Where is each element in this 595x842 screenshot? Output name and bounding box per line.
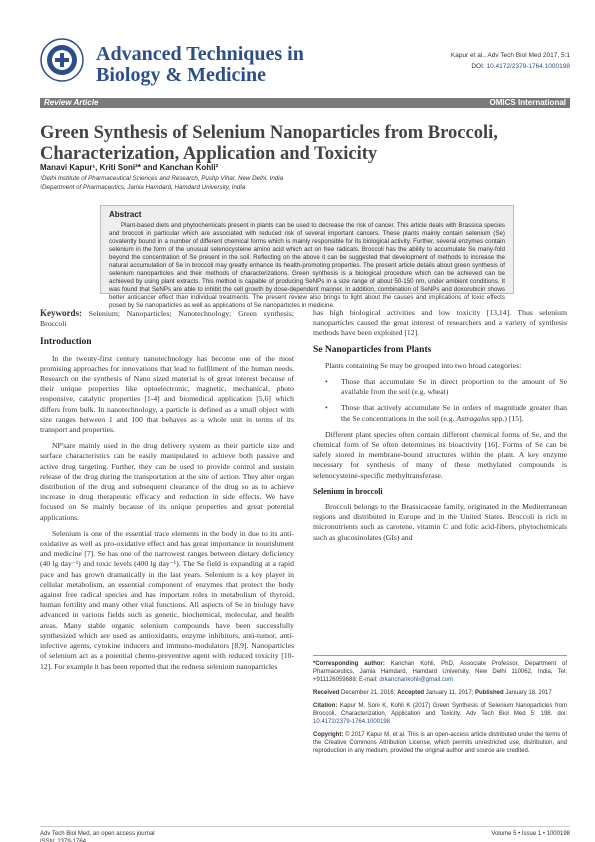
footnote-text: Kanchan Kohli, PhD, Associate Professor, Department of Pharmaceutics, Jamia Hamdard, Hamdard University, New Delhi 110062, India, Tel: +911126059688; E-mail: — [313, 661, 568, 683]
journal-logo-icon — [40, 38, 84, 82]
bullet-list — [313, 377, 567, 424]
email-link[interactable]: drkanchankohli@gmail.com — [379, 677, 454, 683]
dates — [313, 689, 567, 697]
doi-link[interactable]: 10.4172/2379-1764.1000198 — [486, 63, 570, 70]
paragraph: In the twenty-first century nanotechnology has become one of the most promising approaches for innovations that lead to fulfilment of the human needs. Research on the synthesis of Nano sized material is of great interest because of their unique properties like optoelectronic, magnetic, mechanical, photo responsive, catalytic properties [1-4] and biomedical application [5,6] which differs from bulk. In nanotechnology, a particle is defined as a small object with size ranges between 1 and 100 that behaves as a whole unit in terms of its transport and properties. — [40, 353, 294, 435]
footnote-text: Kapur M, Soni K, Kohli K (2017) Green Synthesis of Selenium Nanoparticles from Broccoli, Characterization, Application and Toxicity. Adv Tech Biol Med 5: 198. doi: — [313, 703, 567, 717]
affiliation-2: ²Department of Pharmaceutics, Jamia Hamdard, Hamdard University, India — [40, 184, 246, 191]
keywords-label: Keywords: — [40, 308, 82, 318]
introduction-heading: Introduction — [40, 337, 92, 348]
footnote-label: Received — [313, 690, 340, 696]
article-title: Green Synthesis of Selenium Nanoparticles from Broccoli, Characterization, Application and Toxicity — [40, 123, 498, 164]
left-column — [40, 308, 294, 678]
article-type-bar — [40, 98, 570, 108]
footer-journal: Adv Tech Biol Med, an open access journal — [40, 831, 155, 837]
paragraph: Plants containing Se may be grouped into two broad categories: — [325, 360, 522, 370]
footer-volume: Volume 5 • Issue 1 • 1000198 — [491, 831, 570, 837]
right-column — [313, 308, 567, 549]
keywords-text: Selenium; Nanoparticles; Nanotechnology; Green synthesis; Broccoli — [40, 309, 294, 329]
list-item — [313, 403, 567, 423]
footer-issn: ISSN: 2379-1764 — [40, 839, 87, 842]
paragraph: Different plant species often contain different chemical forms of Se, and the chemical form of Se often determines its bioactivity [16]. Forms of Se can be safely stored in membrane-bound structures within the plant. A key enzyme necessary for synthesis of many of these methylated compounds is selenocysteine-specific methyltransferase. — [313, 429, 567, 480]
footnote-text: December 21, 2016; — [339, 690, 398, 696]
footnote-text: © 2017 Kapur M, et al. This is an open-access article distributed under the terms of the Creative Commons Attribution License, which permits unrestricted use, distribution, and reproduction in any medium, provided the original author and source are credited. — [313, 732, 567, 754]
doi-label: DOI: — [471, 63, 487, 70]
footnote-block — [313, 655, 567, 760]
species-name: Astragalus — [456, 413, 490, 423]
page-footer — [40, 826, 570, 842]
header-citation-block — [451, 50, 570, 72]
abstract-box — [100, 205, 514, 309]
keywords — [40, 308, 294, 329]
paragraph: Selenium is one of the essential trace elements in the body in due to its anti-oxidative as well as pro-oxidative effect and has great importance in nourishment and medicine [7]. Se has one of the narrowest ranges between dietary deficiency (40 lg day⁻¹) and toxic levels (400 lg day⁻¹). The Se field is expanding at a rapid pace and has grown dramatically in the last years. Selenium is a key player in cellular metabolism, an essential component of enzymes that protect the body against free radical species and has important roles in metabolism of thyroid, human fertility and many other vital functions. All aspects of Se in biology have advanced in various fields such as genetic, biochemical, molecular, and health areas. Many stable organic selenium compounds have been successfully synthesized which are used as antioxidants, enzyme inhibitors, anti-tumor, anti-infective agents, cytokine inducers and immuno-modulators [8,9]. Nanoparticles of selenium act as a potential chemo-preventive agent with reduced toxicity [10-12]. For example it has been reported that the redness selenium nanoparticles — [40, 528, 294, 671]
footnote-text: January 11, 2017; — [424, 690, 476, 696]
doi-link[interactable]: 10.4172/2379-1764.1000198 — [313, 719, 391, 725]
footnote-label: *Corresponding author: — [313, 661, 385, 667]
paragraph: has high biological activities and low toxicity [13,14]. Thus selenium nanoparticles caused the great interest of researchers and a variety of synthesis methods have been exploited [12]. — [313, 308, 567, 338]
affiliation-1: ¹Delhi Institute of Pharmaceutical Sciences and Research, Pushp Vihar, New Delhi, India — [40, 175, 284, 182]
corresponding-author — [313, 660, 567, 684]
section-heading: Se Nanoparticles from Plants — [313, 344, 432, 355]
subsection-heading: Selenium in broccoli — [313, 486, 383, 496]
page-header — [40, 38, 570, 92]
list-item-text: spp.) [15]. — [489, 413, 524, 423]
abstract-heading: Abstract — [109, 210, 142, 219]
footnote-label: Published — [475, 690, 504, 696]
footnote-label: Accepted — [397, 690, 425, 696]
list-item-text: Those that actively accumulate Se in orders of magnitude greater than the Se concentrations in the soil (e.g. — [341, 403, 567, 423]
footnote-text: January 18, 2017 — [503, 690, 552, 696]
author-list: Manavi Kapur¹, Kriti Soni²* and Kanchan Kohli² — [40, 163, 219, 172]
citation — [313, 702, 567, 726]
paragraph: Broccoli belongs to the Brassicaceae family, originated in the Mediterranean regions and distributed in Europe and in the United States. Broccoli is rich in micronutrients such as carotene, vitamin C and folic acid-fibers, phytochemicals such as glucosinolates (GIs) and — [313, 502, 567, 542]
journal-title: Advanced Techniques in Biology & Medicine — [96, 43, 304, 86]
footnote-label: Copyright: — [313, 732, 344, 738]
abstract-text: Plant-based diets and phytochemicals present in plants can be used to decrease the risk of cancer. This article deals with Brassica species and broccoli in particular which are associated with reduced risk of several important cancers. These plants mainly contain selenium (Se) covalently bound in a number of different chemical forms which is mainly responsible for its biological activity. Further, several enzymes contain selenium in the form of the unusual selenocysteine amino acid which act on free radicals. Broccoli has the ability to accumulate Se many-fold beyond the concentration of Se present in the soil. Reflecting on the above it can be suggested that development of methods to increase the natural accumulation of Se in broccoli may greatly enhance its health-promoting properties. The present article details about green synthesis of selenium nanoparticles and their methods of characterizations. Green synthesis is a biological procedure which can be achieved can be achieved by using plant extracts. This method is capable of producing SeNPs in a size range of about 50-150 nm, under ambient conditions. It was found that SeNPs are able to inhibit the cell growth by dose-dependent manner. In addition, combination of SeNPs and doxorubicin shows better anticancer effect than individual treatments. The present review also brings to light about the causes and implications of toxic effects posed by Se nanoparticles as well as applications of Se nanoparticles in medicine. — [109, 222, 505, 309]
publisher-name: OMICS International — [489, 98, 566, 107]
article-type: Review Article — [44, 98, 99, 107]
copyright — [313, 731, 567, 755]
header-citation: Kapur et al., Adv Tech Biol Med 2017, 5:1 — [450, 52, 570, 59]
footnote-label: Citation: — [313, 703, 338, 709]
list-item: • Those that accumulate Se in direct proportion to the amount of Se available from the soil (e.g. wheat) — [313, 377, 567, 397]
paragraph: NP'sare mainly used in the drug delivery system as their particle size and surface characteristics can be easily manipulated to achieve both passive and active drug targeting. Further, they can be used to provide control and sustain release of the drug during the transportation at the site of action. They alter organ distribution of the drug and subsequent clearance of the drug so as to achieve increase in drug therapeutic efficacy and reduction in side effects. We have focused on Se mainly because of its unique properties and great potential applications. — [40, 441, 294, 522]
